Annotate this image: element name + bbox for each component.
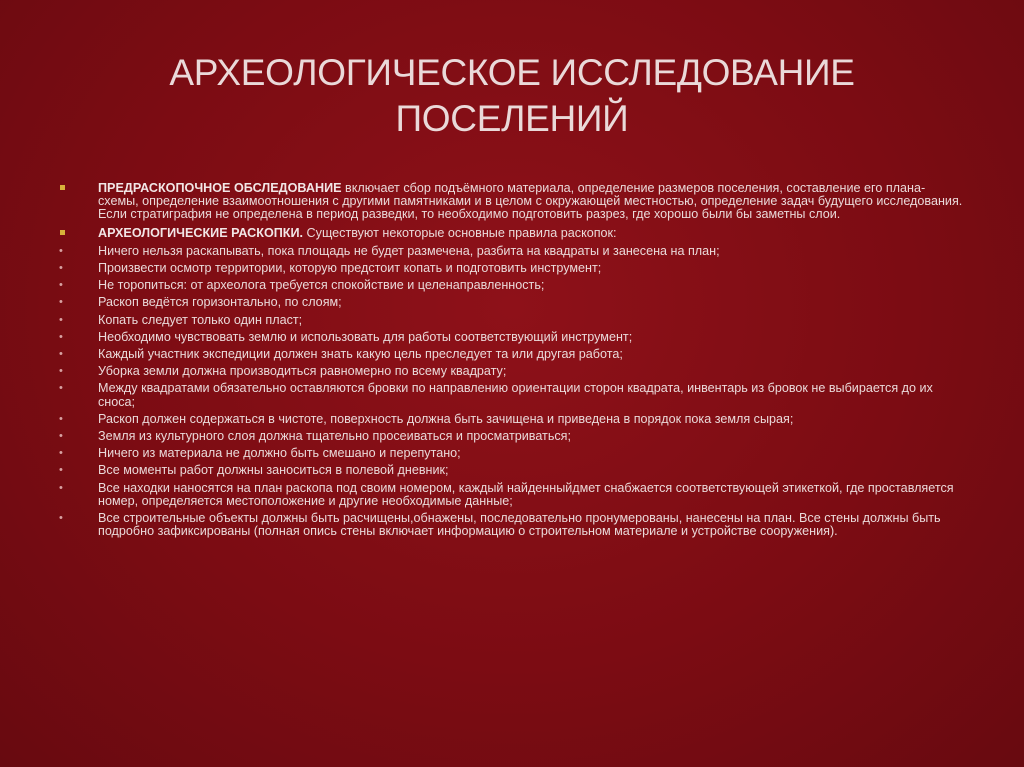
item-text: Произвести осмотр территории, которую предстоит копать и подготовить инструмент;: [98, 261, 602, 276]
dot-bullet-icon: •: [59, 512, 63, 525]
item-text: Земля из культурного слоя должна тщательно просеиваться и просматриваться;: [98, 429, 571, 444]
list-item: [56, 182, 968, 222]
square-bullet-icon: [60, 185, 65, 190]
dot-bullet-icon: •: [59, 430, 63, 443]
slide-title: [90, 50, 934, 142]
item-heading: ПРЕДРАСКОПОЧНОЕ ОБСЛЕДОВАНИЕ: [98, 181, 342, 195]
dot-bullet-icon: •: [59, 481, 63, 494]
item-text: Необходимо чувствовать землю и использовать для работы соответствующий инструмент;: [98, 329, 633, 344]
item-text: Копать следует только один пласт;: [98, 312, 303, 327]
item-text: Раскоп должен содержаться в чистоте, поверхность должна быть зачищена и приведена в порядок пока земля сырая;: [98, 411, 794, 426]
dot-bullet-icon: •: [59, 365, 63, 378]
list-item: [56, 447, 968, 460]
square-bullet-icon: [60, 230, 65, 235]
dot-bullet-icon: •: [59, 262, 63, 275]
list-item: [56, 227, 968, 240]
item-text: Уборка земли должна производиться равномерно по всему квадрату;: [98, 364, 507, 379]
item-text: Ничего нельзя раскапывать, пока площадь не будет размечена, разбита на квадраты и занесена на план;: [98, 243, 720, 258]
item-text: Между квадратами обязательно оставляются бровки по направлению ориентации сторон квадрата, инвентарь из бровок не выбирается до их сноса;: [98, 381, 933, 409]
dot-bullet-icon: •: [59, 382, 63, 395]
list-item: [56, 430, 968, 443]
item-text: Существуют некоторые основные правила раскопок:: [303, 225, 617, 240]
list-item: [56, 382, 968, 408]
list-item: [56, 331, 968, 344]
list-item: [56, 314, 968, 327]
list-item: [56, 279, 968, 292]
item-text: Не торопиться: от археолога требуется спокойствие и целенаправленность;: [98, 278, 545, 293]
item-text: Все моменты работ должны заноситься в полевой дневник;: [98, 463, 449, 478]
item-text: включает сбор подъёмного материала, определение размеров поселения, составление его плана- схемы, определение взаимоотношения с другими памятниками и в целом с окружающей местностью, определение задач будущего исследования. Если стратиграфия не определена в период разведки, то необходимо подготовить разрез, где хорошо были бы заметны слои.: [98, 181, 963, 222]
list-item: [56, 262, 968, 275]
list-item: [56, 296, 968, 309]
list-item: [56, 482, 968, 508]
dot-bullet-icon: •: [59, 447, 63, 460]
list-item: [56, 348, 968, 361]
list-item: [56, 512, 968, 538]
bullet-list: [56, 182, 968, 542]
list-item: [56, 365, 968, 378]
item-heading: АРХЕОЛОГИЧЕСКИЕ РАСКОПКИ.: [98, 225, 304, 240]
dot-bullet-icon: •: [59, 279, 63, 292]
list-item: [56, 464, 968, 477]
dot-bullet-icon: •: [59, 244, 63, 257]
item-text: Все строительные объекты должны быть расчищены,обнажены, последовательно пронумерованы, нанесены на план. Все стены должны быть подробно зафиксированы (полная опись стены включает информацию о строительном материале и устройстве сооружения).: [98, 511, 941, 539]
dot-bullet-icon: •: [59, 330, 63, 343]
item-text: Каждый участник экспедиции должен знать какую цель преследует та или другая работа;: [98, 347, 623, 362]
list-item: [56, 245, 968, 258]
item-text: Ничего из материала не должно быть смешано и перепутано;: [98, 446, 461, 461]
dot-bullet-icon: •: [59, 296, 63, 309]
dot-bullet-icon: •: [59, 464, 63, 477]
list-item: [56, 413, 968, 426]
title-line-1: АРХЕОЛОГИЧЕСКОЕ ИССЛЕДОВАНИЕ: [169, 52, 855, 93]
dot-bullet-icon: •: [59, 313, 63, 326]
item-text: Все находки наносятся на план раскопа под своим номером, каждый найденныйдмет снабжается соответствующей этикеткой, где проставляется номер, определяется местоположение и другие необходимые данные;: [98, 480, 954, 508]
dot-bullet-icon: •: [59, 412, 63, 425]
item-text: Раскоп ведётся горизонтально, по слоям;: [98, 295, 342, 310]
dot-bullet-icon: •: [59, 348, 63, 361]
title-line-2: ПОСЕЛЕНИЙ: [395, 98, 629, 139]
